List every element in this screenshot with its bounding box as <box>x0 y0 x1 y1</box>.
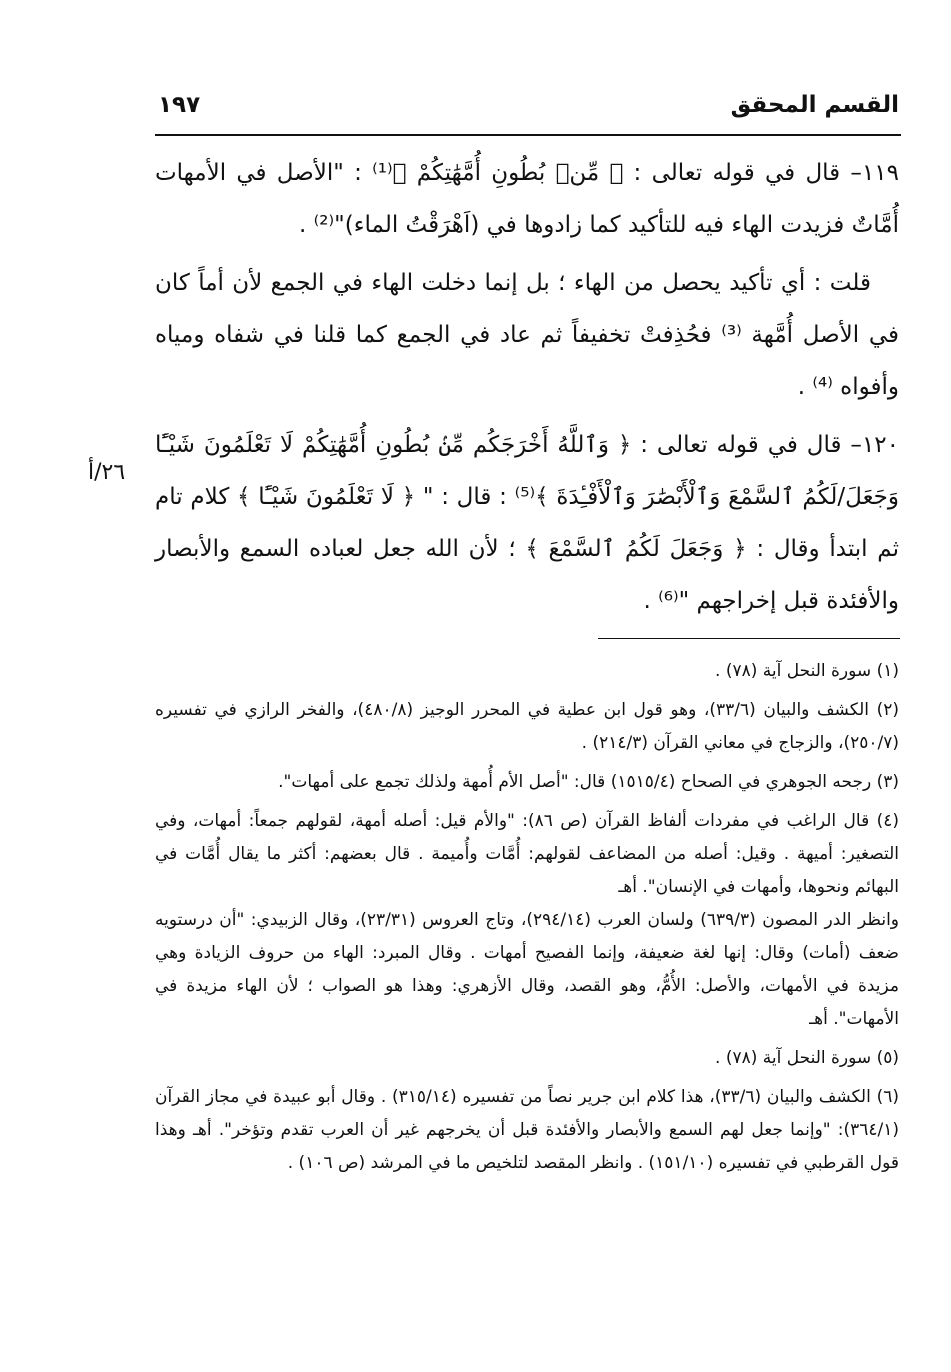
margin-folio-note: ٢٦/أ <box>88 460 126 485</box>
footnote-6: (٦) الكشف والبيان (٣٣/٦)، هذا كلام ابن جرير نصاً من تفسيره (٣١٥/١٤) . وقال أبو عبيدة في مجاز القرآن (٣٦٤/١): "وإنما جعل لهم السمع والأبصار والأفئدة قبل أن يخرجهم غير أن العرب تقدم وتؤخر". أهـ وهذا قول القرطبي في تفسيره (١٥١/١٠) . وانظر المقصد لتلخيص ما في المرشد (ص ١٠٦) . <box>155 1087 899 1173</box>
header-rule <box>155 134 901 136</box>
paragraph-120: ١٢٠– قال في قوله تعالى : ﴿ وَٱللَّهُ أَخْرَجَكُم مِّنۢ بُطُونِ أُمَّهَٰتِكُمْ لَا تَعْلَمُونَ شَيْـًٔا وَجَعَلَ/لَكُمُ ٱلسَّمْعَ وَٱلْأَبْصَٰرَ وَٱلْأَفْـِٔدَةَ ﴾⁽⁵⁾ : قال : " ﴿ لَا تَعْلَمُونَ شَيْـًٔا ﴾ كلام تام ثم ابتدأ وقال : ﴿ وَجَعَلَ لَكُمُ ٱلسَّمْعَ ﴾ ؛ لأن الله جعل لعباده السمع والأبصار والأفئدة قبل إخراجهم "⁽⁶⁾ . <box>155 432 899 614</box>
page-number: ١٩٧ <box>158 92 201 118</box>
footnote-5: (٥) سورة النحل آية (٧٨) . <box>715 1048 899 1068</box>
footnote-4-continued: وانظر الدر المصون (٦٣٩/٣) ولسان العرب (٢٩٤/١٤)، وتاج العروس (٢٣/٣١)، وقال الزبيدي: "أن درستويه ضعف (أمات) وقال: إنها لغة ضعيفة، وإنما الفصيح أمهات . وقال المبرد: الهاء من حروف الزيادة وهي مزيدة في الأمهات، والأصل: الأُمُّ، وهو القصد، وقال الأزهري: وهذا هو الصواب ؛ لأن الهاء مزيدة في الأمهات". أهـ <box>155 910 900 1029</box>
main-text <box>155 147 899 633</box>
footnote-2: (٢) الكشف والبيان (٣٣/٦)، وهو قول ابن عطية في المحرر الوجيز (٤٨٠/٨)، والفخر الرازي في تفسيره (٢٥٠/٧)، والزجاج في معاني القرآن (٢١٤/٣) . <box>155 700 899 753</box>
footnote-3: (٣) رجحه الجوهري في الصحاح (١٥١٥/٤) قال: "أصل الأم أُمهة ولذلك تجمع على أمهات". <box>278 772 899 792</box>
running-header-title: القسم المحقق <box>730 92 899 118</box>
paragraph-commentary: قلت : أي تأكيد يحصل من الهاء ؛ بل إنما دخلت الهاء في الجمع لأن أماً كان في الأصل أُمَّهة ⁽³⁾ فحُذِفتْ تخفيفاً ثم عاد في الجمع كما قلنا في شفاه ومياه وأفواه ⁽⁴⁾ . <box>155 270 899 400</box>
paragraph-119: ١١٩– قال في قوله تعالى : ﴿ مِّنۢ بُطُونِ أُمَّهَٰتِكُمْ ﴾⁽¹⁾ : "الأصل في الأمهات أُمَّاتٌ فزيدت الهاء فيه للتأكيد كما زادوها في (اَهْرَقْتُ الماء)"⁽²⁾ . <box>155 160 899 238</box>
footnote-separator <box>598 638 900 639</box>
footnote-1: (١) سورة النحل آية (٧٨) . <box>715 661 899 681</box>
footnotes <box>155 655 899 1186</box>
footnote-4: (٤) قال الراغب في مفردات ألفاظ القرآن (ص ٨٦): "والأم قيل: أصله أمهة، لقولهم جمعاً: أمهات، وفي التصغير: أميهة . وقيل: أصله من المضاعف لقولهم: أُمَّات وأُميمة . قال بعضهم: أكثر ما يقال أُمَّات في البهائم ونحوها، وأمهات في الإنسان". أهـ <box>155 811 899 897</box>
